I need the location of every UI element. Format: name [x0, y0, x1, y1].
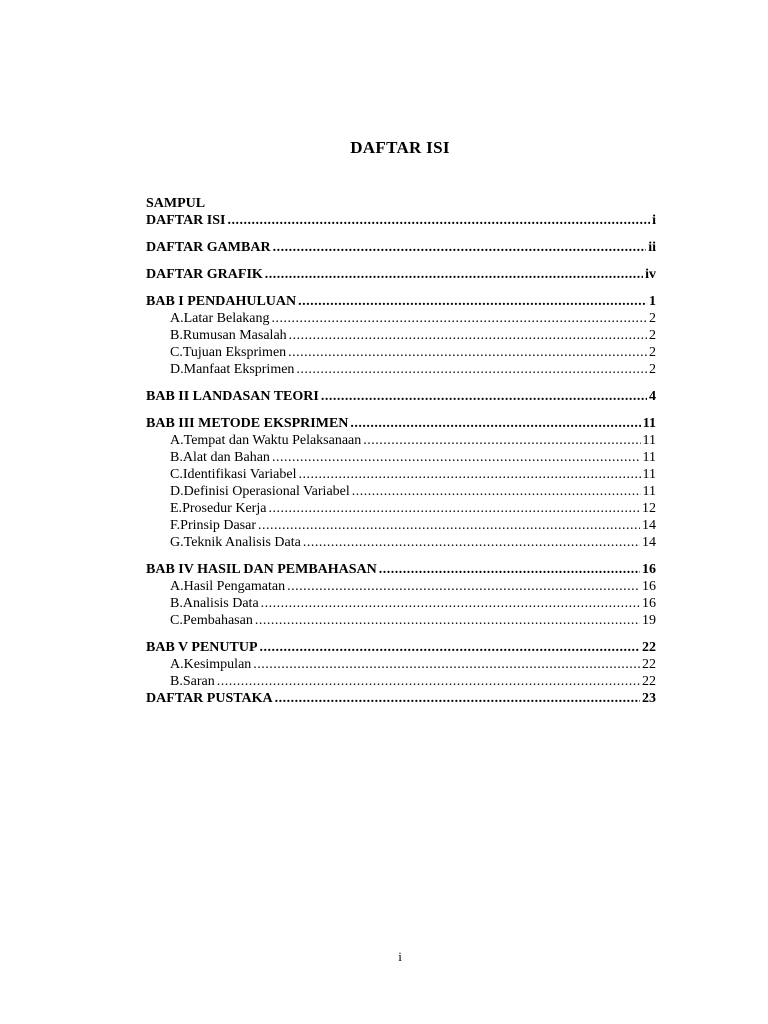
toc-subentry-label: Teknik Analisis Data [183, 535, 301, 550]
toc-leader-dots [287, 578, 640, 595]
toc-entry-bab-3 [146, 415, 656, 432]
toc-subentry-label: Latar Belakang [183, 311, 270, 326]
toc-subentry-page: 11 [642, 450, 656, 465]
toc-subentry-page: 16 [642, 579, 656, 594]
toc-subentry-page: 2 [649, 311, 656, 326]
toc-subentry-label: Prinsip Dasar [180, 518, 256, 533]
toc-subentry-letter: G. [170, 535, 184, 550]
toc-subentry-letter: A. [170, 579, 184, 594]
toc-entry-label: DAFTAR GRAFIK [146, 267, 263, 282]
toc-entry-label: BAB II LANDASAN TEORI [146, 389, 319, 404]
toc-entry-bab-1 [146, 293, 656, 310]
toc-leader-dots [227, 212, 650, 229]
toc-leader-dots [275, 690, 640, 707]
toc-subentry-letter: A. [170, 433, 184, 448]
toc-subentry-letter: B. [170, 596, 183, 611]
toc-entry-page: 16 [642, 562, 656, 577]
toc-subentry-letter: C. [170, 345, 183, 360]
toc-entry-label: DAFTAR PUSTAKA [146, 691, 273, 706]
toc-subentry [146, 466, 656, 483]
toc-subentry-letter: E. [170, 501, 183, 516]
toc-entry-daftar-pustaka [146, 690, 656, 707]
toc-leader-dots [272, 449, 641, 466]
toc-subentry-letter: D. [170, 484, 184, 499]
toc-subentry-page: 14 [642, 518, 656, 533]
toc-entry-page: ii [648, 240, 656, 255]
toc-subentry-letter: B. [170, 674, 183, 689]
toc-subentry-letter: D. [170, 362, 184, 377]
toc-subentry-label: Identifikasi Variabel [182, 467, 297, 482]
toc-subentry [146, 534, 656, 551]
toc-entry-page: 11 [642, 416, 656, 431]
toc-leader-dots [258, 517, 640, 534]
toc-subentry [146, 673, 656, 690]
toc-entry-page: iv [645, 267, 656, 282]
toc-subentry-label: Hasil Pengamatan [183, 579, 286, 594]
toc-leader-dots [289, 327, 647, 344]
toc-subentry-page: 14 [642, 535, 656, 550]
toc-leader-dots [298, 293, 647, 310]
toc-leader-dots [303, 534, 640, 551]
toc-subentry-label: Kesimpulan [183, 657, 252, 672]
toc-leader-dots [288, 344, 647, 361]
toc-leader-dots [296, 361, 647, 378]
toc-entry-bab-5 [146, 639, 656, 656]
toc-subentry-page: 22 [642, 674, 656, 689]
toc-subentry [146, 517, 656, 534]
toc-subentry-letter: C. [170, 467, 183, 482]
toc-subentry [146, 500, 656, 517]
toc-subentry-page: 11 [642, 484, 656, 499]
toc-subentry-page: 2 [649, 362, 656, 377]
toc-leader-dots [350, 415, 640, 432]
toc-subentry-label: Alat dan Bahan [182, 450, 270, 465]
toc-leader-dots [265, 266, 643, 283]
toc-subentry [146, 310, 656, 327]
toc-subentry-page: 11 [642, 467, 656, 482]
toc-subentry [146, 432, 656, 449]
toc-leader-dots [253, 656, 640, 673]
toc-entry-label: DAFTAR ISI [146, 213, 226, 228]
toc-subentry-page: 16 [642, 596, 656, 611]
table-of-contents [146, 195, 656, 707]
toc-entry-daftar-isi [146, 212, 656, 229]
toc-subentry-page: 2 [649, 328, 656, 343]
toc-subentry [146, 595, 656, 612]
toc-entry-page: 22 [642, 640, 656, 655]
toc-entry-label: BAB I PENDAHULUAN [146, 294, 297, 309]
toc-entry-bab-2 [146, 388, 656, 405]
toc-subentry-page: 11 [642, 433, 656, 448]
toc-subentry-label: Tujuan Eksprimen [182, 345, 287, 360]
toc-subentry [146, 656, 656, 673]
toc-entry-daftar-gambar [146, 239, 656, 256]
toc-leader-dots [260, 639, 640, 656]
toc-subentry-page: 22 [642, 657, 656, 672]
toc-entry-daftar-grafik [146, 266, 656, 283]
toc-subentry-letter: B. [170, 450, 183, 465]
toc-entry-page: i [652, 213, 656, 228]
toc-leader-dots [321, 388, 647, 405]
toc-entry-page: 23 [642, 691, 656, 706]
toc-subentry [146, 361, 656, 378]
toc-leader-dots [272, 310, 647, 327]
toc-subentry [146, 483, 656, 500]
toc-entry-page: 4 [649, 389, 656, 404]
toc-leader-dots [299, 466, 641, 483]
toc-entry-label: BAB III METODE EKSPRIMEN [146, 416, 349, 431]
toc-subentry-label: Manfaat Eksprimen [183, 362, 295, 377]
toc-subentry [146, 344, 656, 361]
toc-entry-sampul: SAMPUL [146, 196, 206, 211]
page-title: DAFTAR ISI [350, 138, 450, 157]
toc-leader-dots [273, 239, 647, 256]
toc-subentry [146, 327, 656, 344]
toc-entry-label: BAB IV HASIL DAN PEMBAHASAN [146, 562, 377, 577]
toc-entry-page: 1 [649, 294, 656, 309]
toc-subentry [146, 578, 656, 595]
toc-entry-label: DAFTAR GAMBAR [146, 240, 271, 255]
toc-subentry-label: Saran [182, 674, 215, 689]
toc-leader-dots [261, 595, 640, 612]
toc-subentry-page: 2 [649, 345, 656, 360]
toc-subentry-letter: C. [170, 613, 183, 628]
toc-leader-dots [217, 673, 640, 690]
toc-subentry-letter: B. [170, 328, 183, 343]
toc-subentry-page: 19 [642, 613, 656, 628]
toc-subentry-label: Rumusan Masalah [182, 328, 287, 343]
toc-subentry-label: Definisi Operasional Variabel [183, 484, 350, 499]
toc-subentry-letter: A. [170, 657, 184, 672]
toc-leader-dots [268, 500, 640, 517]
toc-subentry-letter: F. [170, 518, 181, 533]
toc-subentry-label: Analisis Data [182, 596, 259, 611]
toc-entry-label: BAB V PENUTUP [146, 640, 258, 655]
toc-leader-dots [352, 483, 641, 500]
toc-subentry-page: 12 [642, 501, 656, 516]
toc-subentry-label: Prosedur Kerja [182, 501, 267, 516]
toc-subentry [146, 612, 656, 629]
page-number: i [398, 949, 402, 964]
toc-leader-dots [363, 432, 640, 449]
toc-leader-dots [255, 612, 640, 629]
toc-leader-dots [379, 561, 640, 578]
toc-entry-bab-4 [146, 561, 656, 578]
toc-subentry [146, 449, 656, 466]
toc-subentry-label: Tempat dan Waktu Pelaksanaan [183, 433, 362, 448]
toc-subentry-label: Pembahasan [182, 613, 253, 628]
toc-subentry-letter: A. [170, 311, 184, 326]
